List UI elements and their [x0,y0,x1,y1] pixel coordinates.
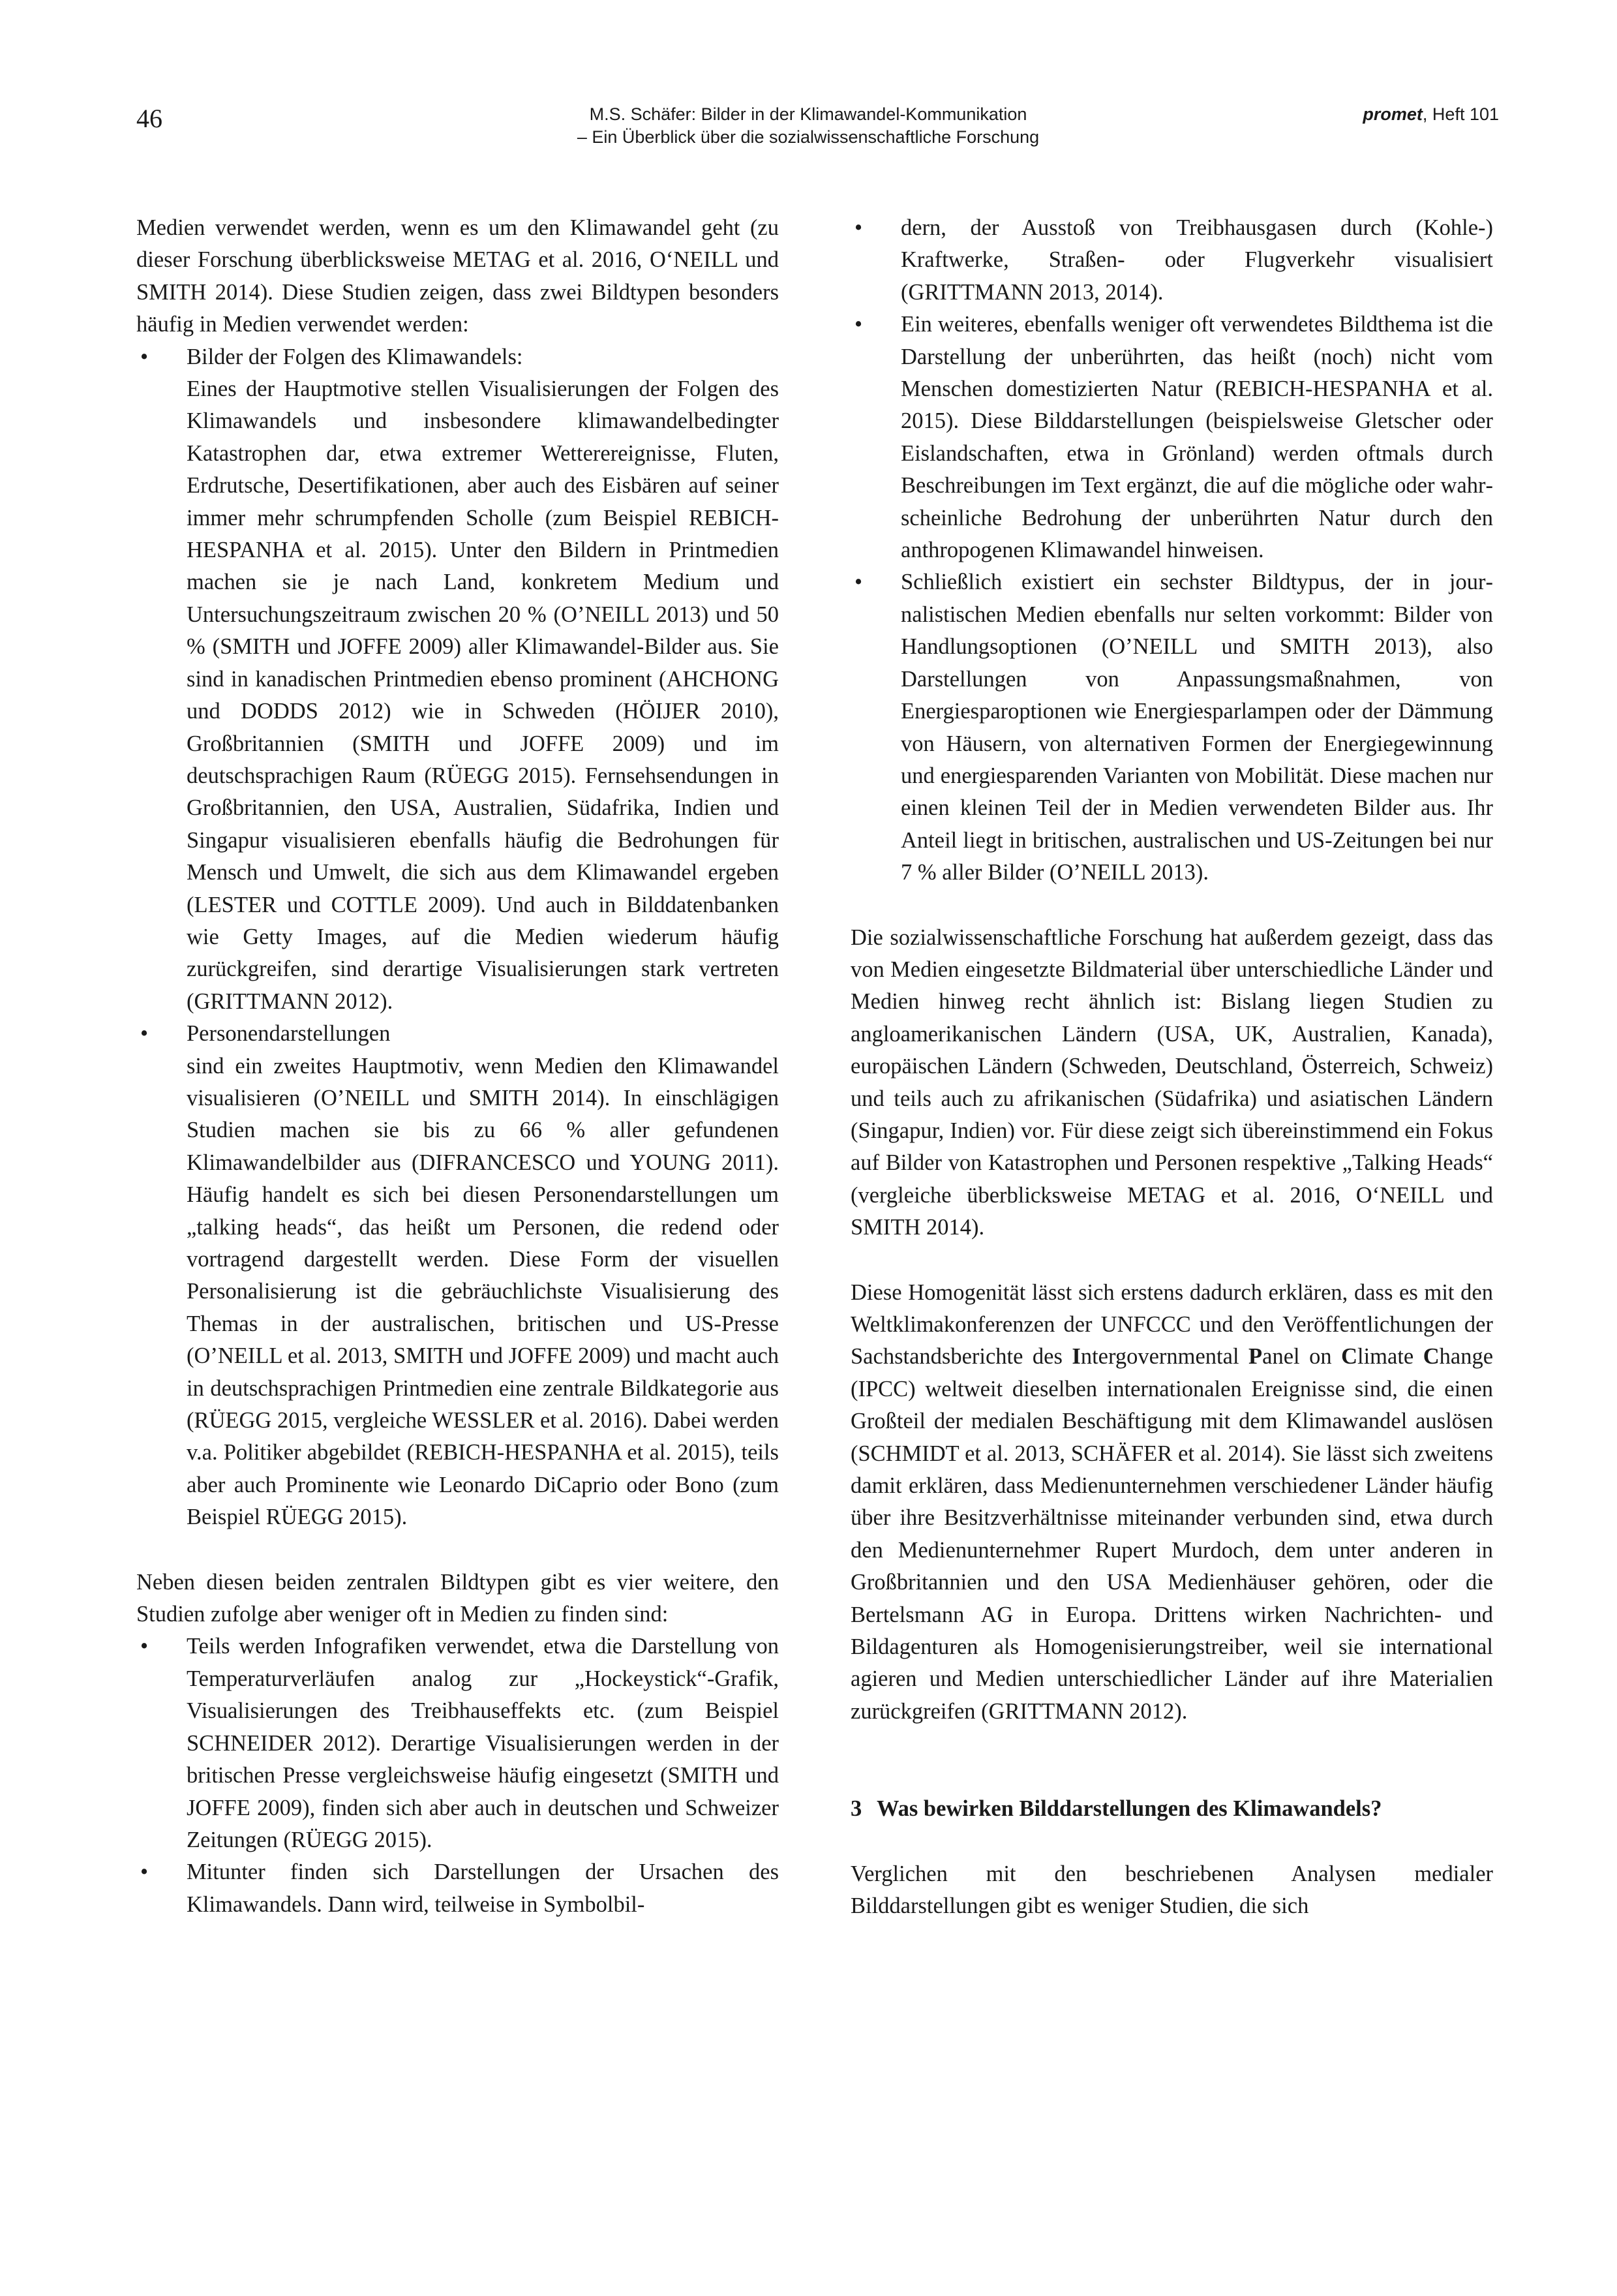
page-number: 46 [136,104,162,133]
list-item-continued [851,212,1493,309]
acronym-rest: anel on [1262,1344,1332,1370]
journal-name-pro: pro [1363,104,1391,124]
bullet-list-other-types [136,1630,779,1921]
list-item-text: Mitunter finden sich Darstellungen der Ursachen des Klimawandels. Dann wird, teilweise in Symbolbil- [187,1860,779,1917]
journal-name [1363,103,1499,126]
list-item-title: • Personendarstellungen [187,1021,391,1047]
paragraph: Verglichen mit den beschriebenen Analysen medialer Bilddarstellungen gibt es weniger Studien, die sich [851,1861,1493,1919]
list-item [136,1018,779,1534]
journal-name-met: met [1391,104,1423,124]
acronym-letter: I [1072,1344,1081,1370]
list-item [136,1856,779,1921]
paragraph-gap [136,1534,779,1567]
list-item-text: Teils werden Infografiken verwendet, etwa die Darstellung von Temperaturverläufen analog zur „Hockeystick“-Grafik, Visualisierungen des Treibhauseffekts etc. (zum Beispiel SCHNEIDER 2012). Derartige Visualisierungen werden in der britischen Presse vergleichsweise häufig eingesetzt (SMITH und JOFFE 2009), finden sich aber auch in deutschen und Schweizer Zeitungen (RÜEGG 2015). [187,1634,779,1852]
section-heading [851,1793,1493,1825]
bullet-list-continued [851,212,1493,889]
list-item-text: Schließlich existiert ein sechster Bildtypus, der in journalistischen Medien ebenfalls nur selten vorkommt: Bilder von Handlungsoptionen (O’NEILL und SMITH 2013), also Darstellungen von Anpassungsmaßnahmen, von Energiesparoptionen wie Energiesparlampen oder der Dämmung von Häusern, von alternativen Formen der Energiegewinnung und energiesparenden Varianten von Mobilität. Diese machen nur einen kleinen Teil der in Medien verwendeten Bilder aus. Ihr Anteil liegt in britischen, australischen und US-Zeitungen bei nur 7 % aller Bilder (O’NEILL 2013). [901,570,1493,885]
paragraph-text-end: weltweit dieselben internationalen Ereignisse sind, die einen Großteil der medialen Beschäftigung mit dem Klimawandel auslösen (SCHMIDT et al. 2013, SCHÄFER et al. 2014). Sie lässt sich zweitens damit erklären, dass Medienunternehmen verschiedener Länder häufig über ihre Besitzverhältnisse miteinander verbunden sind, etwa durch den Medienunternehmer Rupert Murdoch, dem unter anderen in Großbritannien und den USA Medienhäuser gehören, oder die Bertelsmann AG in Europa. Drittens wirken Nachrichten- und Bildagenturen als Homogenisierungstreiber, weil sie international agieren und Medien unterschiedlicher Länder auf ihre Materialien zurückgreifen (GRITTMANN 2012). [851,1376,1494,1724]
acronym-rest: ntergovernmental [1080,1344,1239,1370]
acronym-letter: P [1248,1344,1263,1370]
running-title [384,103,1232,149]
paragraph-gap [851,1244,1493,1277]
paragraph: Die sozialwissenschaftliche Forschung hat außerdem gezeigt, dass das von Medien eingesetzte Bildmaterial über unterschiedliche Länder und Medien hinweg recht ähnlich ist: Bislang liegen Studien zu angloamerikanischen Ländern (USA, UK, Australien, Kanada), europäischen Ländern (Schweden, Deutschland, Österreich, Schweiz) und teils auch zu afrikanischen (Südafrika) und asiatischen Ländern (Singapur, Indien) vor. Für diese zeigt sich übereinstimmend ein Fokus auf Bilder von Katastrophen und Personen respektive „Talking Heads“ (vergleiche überblicksweise METAG et al. 2016, O‘NEILL und SMITH 2014). [851,925,1493,1240]
list-item-text: sind ein zweites Hauptmotiv, wenn Medien den Klimawandel visualisieren (O’NEILL und SMITH 2014). In einschlägigen Studien machen sie bis zu 66 % aller gefundenen Klimawandelbilder aus (DIFRANCESCO und YOUNG 2011). Häufig handelt es sich bei diesen Personendarstellungen um „talking heads“, das heißt um Personen, die redend oder vortragend dargestellt werden. Diese Form der visuellen Personalisierung ist die gebräuchlichste Visualisierung des Themas in der australischen, britischen und US-Presse (O’NEILL et al. 2013, SMITH und JOFFE 2009) und macht auch in deutschsprachigen Printmedien eine zentrale Bildkategorie aus (RÜEGG 2015, vergleiche WESSLER et al. 2016). Dabei werden v.a. Politiker abgebildet (REBICH-HESPANHA et al. 2015), teils aber auch Prominente wie Leonardo DiCaprio oder Bono (zum Beispiel RÜEGG 2015). [187,1053,779,1530]
journal-issue: , Heft 101 [1422,104,1499,124]
paragraph-gap [851,1826,1493,1858]
running-title-line-1: M.S. Schäfer: Bilder in der Klimawandel-Kommunikation [589,104,1027,124]
left-column [136,212,779,1921]
acronym-letter: C [1423,1344,1440,1370]
page-header [136,98,1499,157]
section-number: 3 [851,1796,862,1822]
list-item [136,341,779,1018]
section-title: Was bewirken Bilddarstellungen des Klimawandels? [877,1796,1382,1822]
list-item [136,1630,779,1856]
right-column [851,212,1493,1923]
section-gap [851,1728,1493,1793]
paragraph [851,1277,1493,1728]
list-item-text: Eines der Hauptmotive stellen Visualisierungen der Folgen des Klimawandels und insbesondere klimawandelbedingter Katastrophen dar, etwa extremer Wetterereignisse, Fluten, Erdrutsche, Desertifikationen, aber auch des Eisbären auf seiner immer mehr schrumpfenden Scholle (zum Beispiel REBICH-HESPANHA et al. 2015). Unter den Bildern in Printmedien machen sie je nach Land, konkretem Medium und Untersuchungszeitraum zwischen 20 % (O’NEILL 2013) und 50 % (SMITH und JOFFE 2009) aller Klimawandel-Bilder aus. Sie sind in kanadischen Printmedien ebenso prominent (AHCHONG und DODDS 2012) wie in Schweden (HÖIJER 2010), Großbritannien (SMITH und JOFFE 2009) und im deutschsprachigen Raum (RÜEGG 2015). Fernsehsendungen in Großbritannien, den USA, Australien, Südafrika, Indien und Singapur visualisieren ebenfalls häufig die Bedrohungen für Mensch und Umwelt, die sich aus dem Klimawandel ergeben (LESTER und COTTLE 2009). Und auch in Bilddatenbanken wie Getty Images, auf die Medien wiederum häufig zurückgreifen, sind derartige Visualisierungen stark vertreten (GRITTMANN 2012). [187,376,779,1014]
acronym-letter: C [1341,1344,1357,1370]
list-item [851,566,1493,889]
list-item [851,309,1493,566]
paragraph-gap [851,889,1493,922]
intro-paragraph: Medien verwendet werden, wenn es um den Klimawandel geht (zu dieser Forschung überblicksweise METAG et al. 2016, O‘NEILL und SMITH 2014). Diese Studien zeigen, dass zwei Bildtypen besonders häufig in Medien verwendet werden: [136,215,779,337]
paragraph-text-start: Diese Homogenität lässt sich erstens dadurch erklären, dass es mit den Weltklimakonferenzen der UNFCCC und den Veröffentlichungen der Sachstandsberichte des [851,1279,1493,1370]
list-item-text: dern, der Ausstoß von Treibhausgasen durch (Kohle-) Kraftwerke, Straßen- oder Flugverkehr visualisiert (GRITTMANN 2013, 2014). [901,215,1493,305]
acronym-rest: limate [1357,1344,1414,1370]
list-item-text: Ein weiteres, ebenfalls weniger oft verwendetes Bildthema ist die Darstellung der unberührten, das heißt (noch) nicht vom Menschen domestizierten Natur (REBICH-HESPANHA et al. 2015). Diese Bilddarstellungen (beispielsweise Gletscher oder Eislandschaften, etwa in Grönland) werden oftmals durch Beschreibungen im Text ergänzt, die auf die mögliche oder wahrscheinliche Bedrohung der unberührten Natur durch den anthropogenen Klimawandel hinweisen. [901,312,1493,563]
list-item-title: • Bilder der Folgen des Klimawandels: [187,344,523,369]
running-title-line-2: – Ein Überblick über die sozialwissenschaftliche Forschung [577,127,1040,147]
bullet-list-main-types [136,341,779,1534]
acronym-rest: hange (IPCC) [851,1344,1494,1401]
paragraph: Neben diesen beiden zentralen Bildtypen gibt es vier weitere, den Studien zufolge aber weniger oft in Medien zu finden sind: [136,1569,779,1627]
